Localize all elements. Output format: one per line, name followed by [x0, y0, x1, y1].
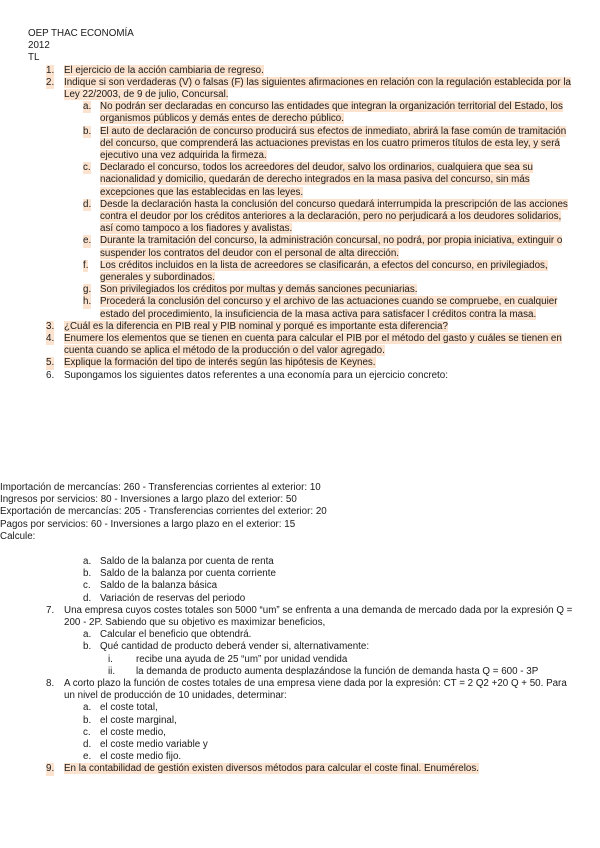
- question-number: 2.: [46, 76, 55, 88]
- document-page: [28, 28, 573, 382]
- q8-item-b: [28, 715, 573, 727]
- question-number: 9.: [46, 763, 55, 775]
- item-marker: a.: [83, 101, 92, 113]
- question-text: Explique la formación del tipo de interés según las hipótesis de Keynes.: [64, 357, 376, 369]
- calcule-item-d: [28, 593, 573, 605]
- doc-tag: TL: [28, 52, 40, 64]
- item-text: Desde la declaración hasta la conclusión del concurso quedará interrumpida la prescripción de las acciones contra el deudor por los créditos anteriores a la declaración, pero no perjudicará a los deudores solidarios, así como tampoco a los fiadores y avalistas.: [100, 198, 568, 235]
- q7-subitem-ii: [28, 666, 573, 678]
- item-marker: b.: [83, 641, 92, 653]
- question-2: [28, 77, 573, 101]
- statement-d: [28, 199, 573, 236]
- item-marker: b.: [83, 125, 92, 137]
- question-text: Una empresa cuyos costes totales son 5000 “um” se enfrenta a una demanda de mercado dada por la expresión Q = 200 - 2P. Sabiendo que su objetivo es maximizar beneficios,: [64, 604, 573, 629]
- item-marker: a.: [83, 556, 92, 567]
- item-marker: e.: [83, 751, 92, 763]
- q8-item-a: [28, 702, 573, 714]
- question-text: Indique si son verdaderas (V) o falsas (F) las siguientes afirmaciones en relación con la regulación establecida por la Ley 22/2003, de 9 de julio, Concursal.: [64, 76, 571, 101]
- statement-b: [28, 126, 573, 163]
- item-marker: a.: [83, 702, 92, 714]
- question-number: 8.: [46, 678, 55, 690]
- item-text: Son privilegiados los créditos por multas y demás sanciones pecuniarias.: [100, 284, 418, 296]
- item-text: Los créditos incluidos en la lista de acreedores se clasificarán, a efectos del concurso, en privilegiados, generales y subordinados.: [100, 259, 548, 284]
- question-text: Supongamos los siguientes datos referentes a una economía para un ejercicio concreto:: [64, 369, 448, 381]
- item-marker: h.: [83, 296, 92, 308]
- item-marker: f.: [83, 259, 89, 271]
- calcule-label: Calcule:: [0, 530, 36, 542]
- question-text: Enumere los elementos que se tienen en cuenta para calcular el PIB por el método del gasto y cuáles se tienen en cuenta cuando se aplica el método de la producción o del valor agregado.: [64, 333, 562, 357]
- statement-e: [28, 235, 573, 259]
- question-number: 4.: [46, 333, 55, 345]
- data-line-services-income: Ingresos por servicios: 80 - Inversiones a largo plazo del exterior: 50: [0, 494, 297, 506]
- item-text: Saldo de la balanza por cuenta de renta: [100, 556, 274, 567]
- item-text: Procederá la conclusión del concurso y el archivo de las actuaciones cuando se compruebe, en cualquier estado del procedimiento, la insuficiencia de la masa activa para satisfacer l créditos contra la masa.: [100, 296, 558, 320]
- statement-g: [28, 284, 573, 296]
- data-line-services-payments: Pagos por servicios: 60 - Inversiones a largo plazo en el exterior: 15: [0, 518, 296, 530]
- item-text: recibe una ayuda de 25 “um” por unidad vendida: [136, 653, 348, 665]
- q7-item-a: [28, 629, 573, 641]
- item-marker: d.: [83, 739, 92, 751]
- question-text: ¿Cuál es la diferencia en PIB real y PIB nominal y porqué es importante esta diferencia?: [64, 320, 448, 332]
- question-7: [28, 605, 573, 629]
- item-marker: b.: [83, 714, 92, 726]
- doc-year: 2012: [28, 40, 50, 52]
- item-marker: c.: [83, 162, 91, 174]
- item-marker: ii.: [108, 665, 116, 677]
- item-text: la demanda de producto aumenta desplazándose la función de demanda hasta Q = 600 - 3P: [136, 665, 539, 677]
- question-3: [28, 321, 573, 333]
- question-number: 3.: [46, 320, 55, 332]
- item-text: el coste total,: [100, 702, 158, 714]
- data-block: [0, 482, 600, 543]
- question-number: 7.: [46, 604, 55, 616]
- item-marker: b.: [83, 568, 92, 580]
- statement-h: [28, 296, 573, 320]
- question-number: 5.: [46, 357, 55, 369]
- data-line-exports: Exportación de mercancías: 205 - Transferencias corrientes del exterior: 20: [0, 506, 327, 518]
- statement-a: [28, 101, 573, 125]
- item-text: Variación de reservas del periodo: [100, 592, 246, 604]
- item-text: No podrán ser declaradas en concurso las entidades que integran la organización territorial del Estado, los organismos públicos y demás entes de derecho público.: [100, 101, 563, 125]
- q7-item-b: [28, 641, 573, 653]
- question-8: [28, 678, 573, 702]
- item-marker: i.: [108, 653, 113, 665]
- question-6: [28, 370, 573, 382]
- q8-item-c: [28, 727, 573, 739]
- question-text: A corto plazo la función de costes totales de una empresa viene dada por la expresión: CT = 2 Q2 +20 Q + 50. Para un nivel de producción de 10 unidades, determinar:: [64, 678, 567, 702]
- item-marker: a.: [83, 629, 92, 641]
- item-marker: g.: [83, 284, 92, 296]
- item-text: el coste marginal,: [100, 714, 177, 726]
- question-text: El ejercicio de la acción cambiaria de regreso.: [64, 64, 264, 76]
- item-text: el coste medio fijo.: [100, 751, 182, 763]
- question-4: [28, 333, 573, 357]
- data-line-imports: Importación de mercancías: 260 - Transferencias corrientes al exterior: 10: [0, 482, 321, 493]
- item-text: Durante la tramitación del concurso, la administración concursal, no podrá, por propia iniciativa, extinguir o suspender los contratos del deudor con el personal de alta dirección.: [100, 235, 563, 259]
- item-marker: d.: [83, 592, 92, 604]
- calcule-item-b: [28, 568, 573, 580]
- q7-subitem-i: [28, 654, 573, 666]
- question-number: 6.: [46, 369, 55, 381]
- calcule-item-c: [28, 580, 573, 592]
- q8-item-d: [28, 739, 573, 751]
- question-1: [28, 65, 573, 77]
- question-5: [28, 357, 573, 369]
- item-text: el coste medio,: [100, 726, 166, 738]
- item-text: El auto de declaración de concurso producirá sus efectos de inmediato, abrirá la fase común de tramitación del concurso, que comprenderá las actuaciones previstas en los cuatro primeros títulos de esta ley, y será ejecutivo una vez adquirida la firmeza.: [100, 125, 567, 162]
- statement-c: [28, 162, 573, 199]
- question-9: [28, 763, 573, 775]
- item-marker: c.: [83, 726, 91, 738]
- item-text: Saldo de la balanza básica: [100, 580, 218, 592]
- item-text: el coste medio variable y: [100, 739, 208, 751]
- item-text: Qué cantidad de producto deberá vender si, alternativamente:: [100, 641, 370, 653]
- q8-item-e: [28, 751, 573, 763]
- item-marker: e.: [83, 235, 92, 247]
- item-marker: d.: [83, 198, 92, 210]
- statement-f: [28, 260, 573, 284]
- item-marker: c.: [83, 580, 91, 592]
- question-text: En la contabilidad de gestión existen diversos métodos para calcular el coste final. Enumérelos.: [64, 763, 479, 775]
- item-text: Saldo de la balanza por cuenta corriente: [100, 568, 276, 580]
- item-text: Declarado el concurso, todos los acreedores del deudor, salvo los ordinarios, cualquiera que sea su nacionalidad y domicilio, quedarán de derecho integrados en la masa pasiva del concurso, sin más excepciones que las establecidas en las leyes.: [100, 162, 533, 198]
- lower-section: [28, 556, 573, 776]
- calcule-item-a: [28, 556, 573, 568]
- doc-title: OEP THAC ECONOMÍA: [28, 28, 134, 39]
- question-number: 1.: [46, 64, 55, 76]
- item-text: Calcular el beneficio que obtendrá.: [100, 629, 252, 641]
